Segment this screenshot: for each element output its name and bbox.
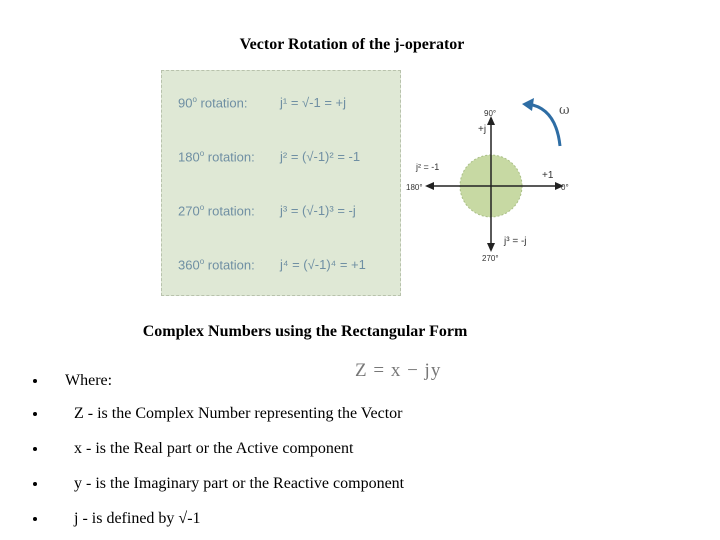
omega-arrowhead	[522, 98, 534, 111]
rotation-label: 270$^o$ rotation:	[178, 203, 255, 219]
angle-90-label: 90°	[484, 109, 497, 118]
bullet-dot	[33, 379, 37, 383]
section-subtitle: Complex Numbers using the Rectangular Form	[142, 323, 468, 340]
rotation-arc	[528, 104, 560, 146]
rotation-row	[162, 139, 402, 179]
rotation-label: 360$^o$ rotation:	[178, 257, 255, 273]
j-squared-label: j² = -1	[416, 162, 440, 172]
list-item-text: j - is defined by √-1	[74, 510, 201, 527]
down-arrowhead	[487, 243, 495, 252]
plus-one-label: +1	[542, 170, 554, 181]
rotation-equation: j¹ = √-1 = +j	[280, 95, 347, 110]
rotation-label: 180$^o$ rotation:	[178, 149, 255, 165]
rotation-row	[162, 247, 402, 287]
list-item-text: y - is the Imaginary part or the Reactive component	[74, 475, 405, 492]
plus-j-label: +j	[478, 124, 487, 135]
rotation-equation: j³ = (√-1)³ = -j	[280, 203, 356, 218]
angle-0-label: 0°	[561, 183, 569, 192]
list-item-text: x - is the Real part or the Active component	[74, 440, 354, 457]
bullet-dot	[33, 447, 37, 451]
rotation-table	[161, 70, 401, 296]
bullet-dot	[33, 412, 37, 416]
rectangular-formula: Z = x − jy	[355, 360, 442, 381]
j-cubed-label: j³ = -j	[504, 236, 527, 247]
j-operator-diagram	[398, 96, 584, 266]
rotation-label: 90$^o$ rotation:	[178, 95, 248, 111]
bullet-dot	[33, 482, 37, 486]
angle-180-label: 180°	[406, 183, 423, 192]
list-item-text: Where:	[65, 372, 113, 389]
angle-270-label: 270°	[482, 254, 499, 263]
list-item-text: Z - is the Complex Number representing the Vector	[74, 405, 403, 422]
omega-symbol: ω	[559, 103, 570, 118]
page-title: Vector Rotation of the j-operator	[239, 36, 465, 53]
rotation-equation: j² = (√-1)² = -1	[280, 149, 361, 164]
left-arrowhead	[425, 182, 434, 190]
rotation-row	[162, 193, 402, 233]
bullet-dot	[33, 517, 37, 521]
rotation-row	[162, 85, 402, 125]
rotation-equation: j⁴ = (√-1)⁴ = +1	[280, 257, 366, 272]
